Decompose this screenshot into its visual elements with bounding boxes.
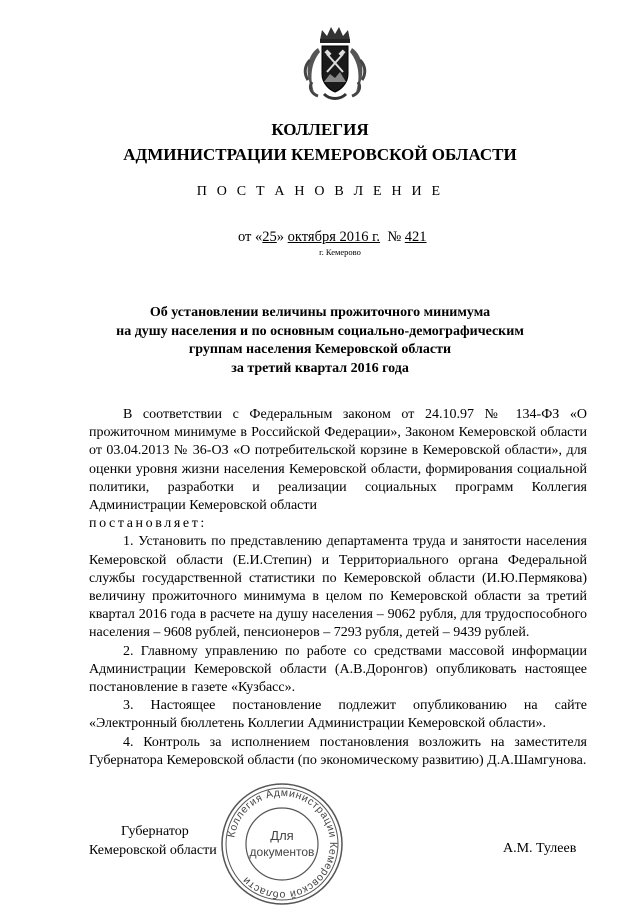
document-title [0,304,640,378]
item-paragraph: 4. Контроль за исполнением постановления возложить на заместителя Губернатора Кемеровской области (по экономическому развитию) Д.А.Шамгунова. [89,734,587,768]
date-month-year: октября 2016 г. [287,229,381,245]
org-name-line1: КОЛЛЕГИЯ [271,120,369,139]
seal-center-line1: Для [270,828,294,843]
title-line: Об установлении величины прожиточного минимума [149,305,491,320]
svg-text:Коллегия Администрации Кемеров [225,787,339,901]
date-number-line [238,229,427,246]
number-prefix: № [387,229,402,245]
city-label: г. Кемерово [319,247,361,257]
position-line2: Кемеровской области [89,843,217,858]
position-line1: Губернатор [121,824,189,839]
kemerovo-coat-of-arms-icon [300,24,370,106]
org-name-line2: АДМИНИСТРАЦИИ КЕМЕРОВСКОЙ ОБЛАСТИ [123,145,517,164]
title-line: группам населения Кемеровской области [188,342,452,357]
document-type: П О С Т А Н О В Л Е Н И Е [196,184,444,199]
title-line: на душу населения и по основным социально-демографическим [116,323,524,339]
signatory-position [89,822,217,860]
document-body [89,406,587,770]
document-number: 421 [404,229,427,245]
date-mid: » [276,229,288,245]
date-day: 25 [262,229,277,245]
seal-ring-text: Коллегия Администрации Кемеровской области [225,786,340,902]
seal-center-line2: документов [249,845,315,859]
intro-paragraph: В соответствии с Федеральным законом от 24.10.97 № 134-ФЗ «О прожиточном минимуме в Российской Федерации», Законом Кемеровской области от 03.04.2013 № 36-ОЗ «О потребительской корзине в Кемеровской области», для оценки уровня жизни населения Кемеровской области, формирования социальной политики, разработки и реализации социальных программ Коллегия Администрации Кемеровской области [89,407,587,514]
title-line: за третий квартал 2016 года [231,360,409,376]
official-round-seal-icon [218,780,346,908]
signatory-name: А.М. Тулеев [503,841,577,856]
item-paragraph: 1. Установить по представлению департамента труда и занятости населения Кемеровской области (Е.И.Степин) и Территориального органа Федеральной службы государственной статистики по Кемеровской области (И.Ю.Пермякова) величину прожиточного минимума в целом по Кемеровской области за третий квартал 2016 года в расчете на душу населения – 9062 рубля, для трудоспособного населения – 9608 рублей, пенсионеров – 7293 рубля, детей – 9439 рублей. [89,534,587,641]
decree-word: постановляет: [89,516,207,532]
item-paragraph: 3. Настоящее постановление подлежит опубликованию на сайте «Электронный бюллетень Коллегии Администрации Кемеровской области». [89,698,587,732]
item-paragraph: 2. Главному управлению по работе со средствами массовой информации Администрации Кемеровской области (А.В.Доронгов) опубликовать настоящее постановление в газете «Кузбасс». [89,643,587,696]
date-prefix: от « [238,229,263,245]
